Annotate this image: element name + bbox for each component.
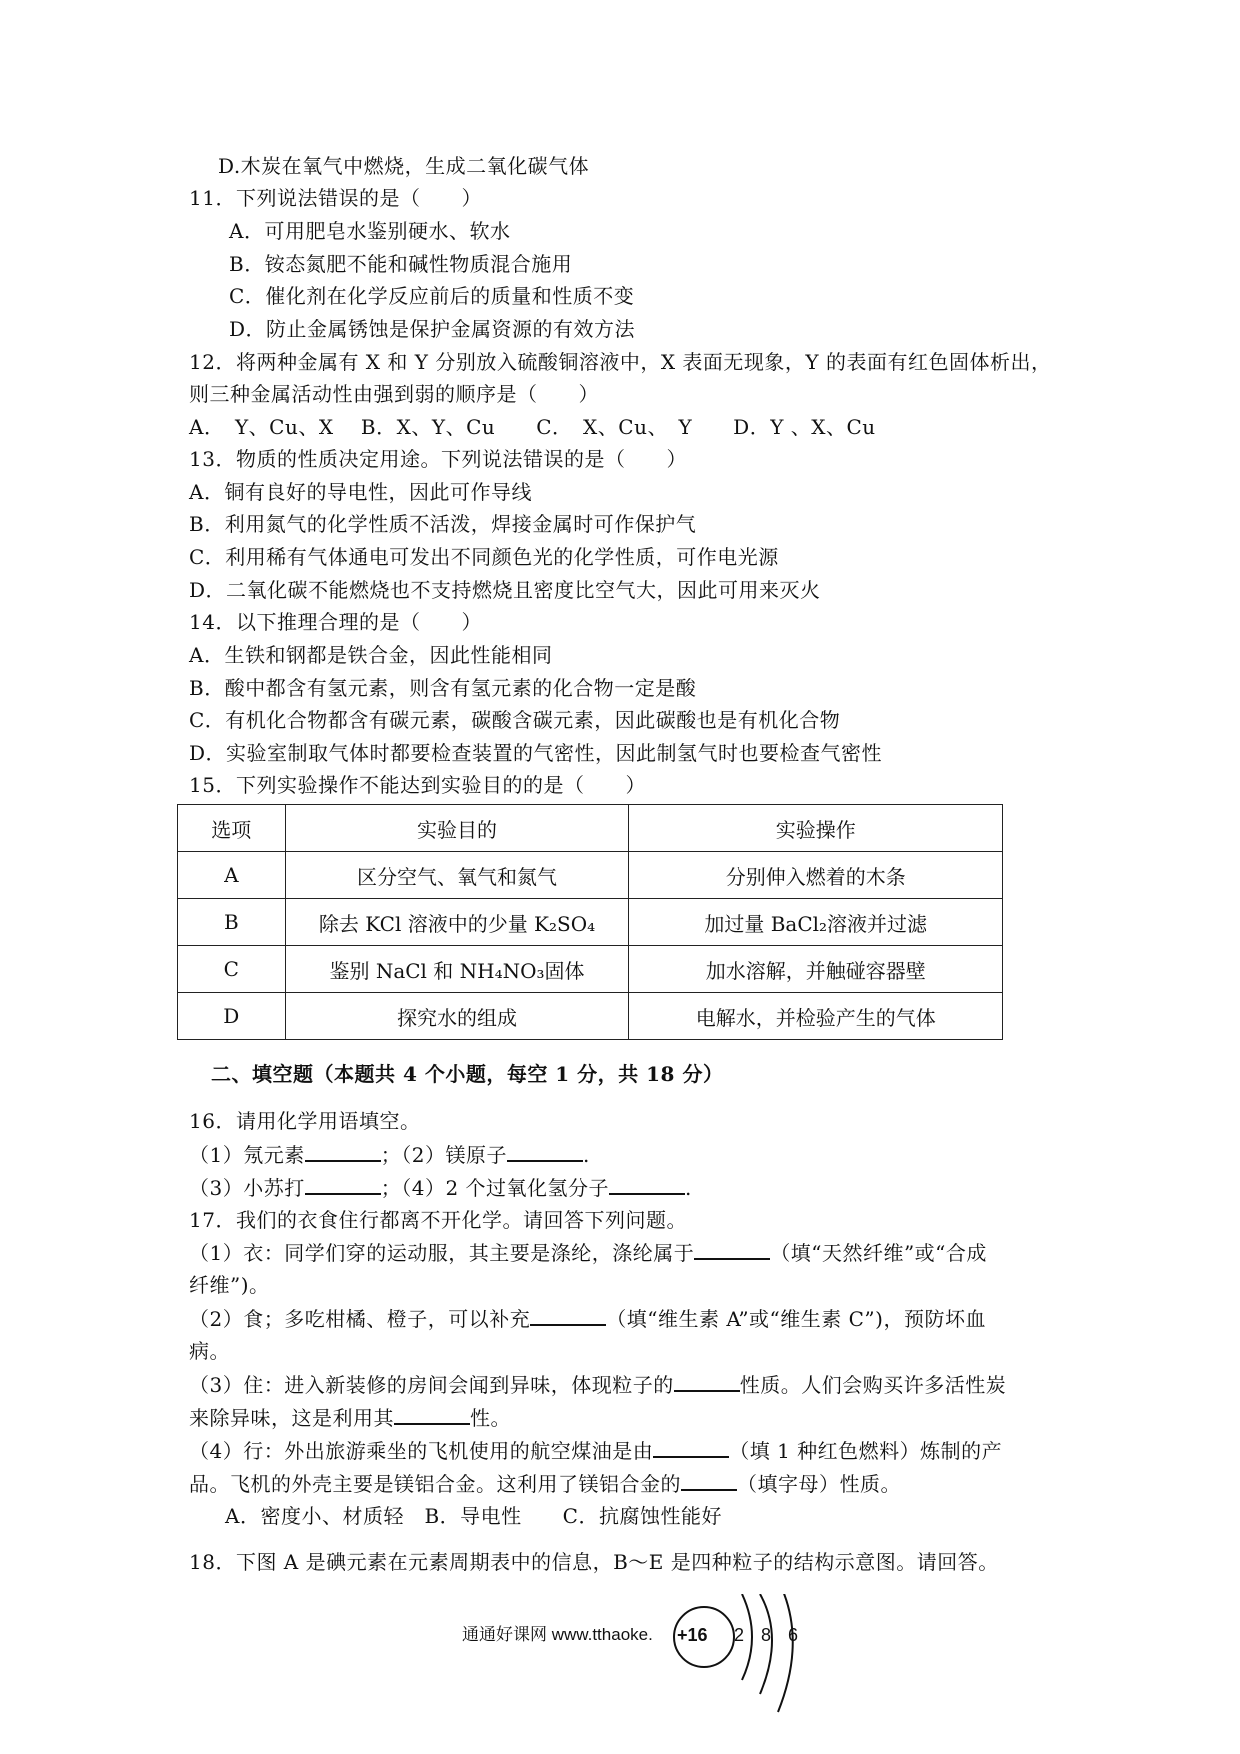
q15-stem: 15．下列实验操作不能达到实验目的的是（ ） <box>189 773 646 797</box>
table-row <box>178 899 1003 946</box>
q17-part4-line1 <box>189 1436 1002 1465</box>
table-cell-purpose: 鉴别 NaCl 和 NH₄NO₃固体 <box>285 946 629 993</box>
q17-part1-line2: 纤维”)。 <box>189 1273 270 1297</box>
q17-part3-text3: 来除异味，这是利用其 <box>189 1406 394 1430</box>
q17-part3-text4: 性。 <box>470 1406 511 1430</box>
table-header-row <box>178 805 1003 852</box>
table-cell-operation: 分别伸入燃着的木条 <box>629 852 1003 899</box>
q16-part4-label: ；（4）2 个过氧化氢分子 <box>380 1176 610 1200</box>
q14-option-d: D．实验室制取气体时都要检查装置的气密性，因此制氢气时也要检查气密性 <box>189 741 883 765</box>
q13-option-b: B．利用氮气的化学性质不活泼，焊接金属时可作保护气 <box>189 512 697 536</box>
table-row <box>178 993 1003 1040</box>
q14-option-c: C．有机化合物都含有碳元素，碳酸含碳元素，因此碳酸也是有机化合物 <box>189 708 841 732</box>
q17-part3-text: （3）住：进入新装修的房间会闻到异味，体现粒子的 <box>189 1373 674 1397</box>
q16-part2-label: ；（2）镁原子 <box>380 1143 507 1167</box>
table-cell-option: C <box>178 946 286 993</box>
answer-blank[interactable] <box>305 1173 381 1195</box>
answer-blank[interactable] <box>681 1469 737 1491</box>
answer-blank[interactable] <box>694 1238 770 1260</box>
q18-stem: 18．下图 A 是碘元素在元素周期表中的信息，B～E 是四种粒子的结构示意图。请回答。 <box>189 1550 999 1574</box>
q16-line2-end: . <box>685 1176 692 1200</box>
q17-part4-hint: （填 1 种红色燃料）炼制的产 <box>729 1439 1003 1463</box>
q17-part3-text2: 性质。人们会购买许多活性炭 <box>739 1373 1007 1397</box>
q17-part1-hint: （填“天然纤维”或“合成 <box>770 1241 987 1265</box>
answer-blank[interactable] <box>530 1304 606 1326</box>
q17-part3-line2 <box>189 1403 511 1432</box>
electron-shell-numbers: 2 8 6 <box>734 1625 805 1645</box>
q13-option-c: C．利用稀有气体通电可发出不同颜色光的化学性质，可作电光源 <box>189 545 779 569</box>
q16-part3-label: （3）小苏打 <box>189 1176 305 1200</box>
q11-option-c: C．催化剂在化学反应前后的质量和性质不变 <box>229 284 635 308</box>
q17-part1-text: （1）衣：同学们穿的运动服，其主要是涤纶，涤纶属于 <box>189 1241 695 1265</box>
section-2-title: 二、填空题（本题共 4 个小题，每空 1 分，共 18 分） <box>211 1062 724 1086</box>
answer-blank[interactable] <box>305 1140 381 1162</box>
atom-structure-diagram <box>672 1594 1240 1754</box>
q11-option-d: D．防止金属锈蚀是保护金属资源的有效方法 <box>229 317 636 341</box>
q11-option-a: A．可用肥皂水鉴别硬水、软水 <box>229 219 511 243</box>
q17-part1-line1 <box>189 1238 987 1267</box>
q16-line1-end: . <box>582 1143 590 1167</box>
q11-stem: 11．下列说法错误的是（ ） <box>189 186 482 210</box>
answer-blank[interactable] <box>394 1403 470 1425</box>
q17-part4-text: （4）行：外出旅游乘坐的飞机使用的航空煤油是由 <box>189 1439 654 1463</box>
table-cell-operation: 加水溶解，并触碰容器壁 <box>629 946 1003 993</box>
table-header-purpose: 实验目的 <box>285 805 629 852</box>
q13-option-a: A．铜有良好的导电性，因此可作导线 <box>189 480 532 504</box>
table-cell-purpose: 区分空气、氧气和氮气 <box>285 852 629 899</box>
q10-option-d: D.木炭在氧气中燃烧，生成二氧化碳气体 <box>218 154 590 178</box>
q13-option-d: D．二氧化碳不能燃烧也不支持燃烧且密度比空气大，因此可用来灭火 <box>189 578 821 602</box>
q17-part2-text: （2）食；多吃柑橘、橙子，可以补充 <box>189 1307 531 1331</box>
q15-table <box>177 804 1003 1040</box>
q16-line2 <box>189 1173 692 1202</box>
q16-stem: 16．请用化学用语填空。 <box>189 1109 421 1133</box>
answer-blank[interactable] <box>653 1436 729 1458</box>
q17-part2-line1 <box>189 1304 986 1333</box>
answer-blank[interactable] <box>507 1140 583 1162</box>
footer-watermark: 通通好课网 www.tthaoke. <box>462 1625 653 1644</box>
table-cell-purpose: 探究水的组成 <box>285 993 629 1040</box>
q11-option-b: B．铵态氮肥不能和碱性物质混合施用 <box>229 252 573 276</box>
q17-part4-line2 <box>189 1469 901 1498</box>
table-cell-operation: 电解水，并检验产生的气体 <box>629 993 1003 1040</box>
nucleus-charge: +16 <box>677 1625 708 1645</box>
q12-options: A． Y、Cu、X B．X、Y、Cu C． X、Cu、 Y D．Y 、X、Cu <box>189 415 876 439</box>
electron-shell-arc <box>777 1594 793 1712</box>
answer-blank[interactable] <box>674 1370 740 1392</box>
table-cell-option: A <box>178 852 286 899</box>
q14-option-a: A．生铁和钢都是铁合金，因此性能相同 <box>189 643 553 667</box>
q17-part4-text3: （填字母）性质。 <box>737 1472 901 1496</box>
answer-blank[interactable] <box>609 1173 685 1195</box>
q17-part2-hint: （填“维生素 A”或“维生素 C”)，预防坏血 <box>606 1307 986 1331</box>
q13-stem: 13．物质的性质决定用途。下列说法错误的是（ ） <box>189 447 687 471</box>
q16-part1-label: （1）氖元素 <box>189 1143 305 1167</box>
table-cell-purpose: 除去 KCl 溶液中的少量 K₂SO₄ <box>285 899 629 946</box>
q17-stem: 17．我们的衣食住行都离不开化学。请回答下列问题。 <box>189 1208 687 1232</box>
q14-stem: 14．以下推理合理的是（ ） <box>189 610 482 634</box>
table-row <box>178 852 1003 899</box>
q17-options: A．密度小、材质轻 B．导电性 C．抗腐蚀性能好 <box>225 1504 722 1528</box>
q16-line1 <box>189 1140 590 1169</box>
table-cell-operation: 加过量 BaCl₂溶液并过滤 <box>629 899 1003 946</box>
q14-option-b: B．酸中都含有氢元素，则含有氢元素的化合物一定是酸 <box>189 676 697 700</box>
table-cell-option: D <box>178 993 286 1040</box>
table-cell-option: B <box>178 899 286 946</box>
table-header-option: 选项 <box>178 805 286 852</box>
q12-stem-line2: 则三种金属活动性由强到弱的顺序是（ ） <box>189 382 599 406</box>
q12-stem-line1: 12．将两种金属有 X 和 Y 分别放入硫酸铜溶液中，X 表面无现象，Y 的表面有红色固体析出， <box>189 350 1052 374</box>
table-header-operation: 实验操作 <box>629 805 1003 852</box>
q17-part3-line1 <box>189 1370 1006 1399</box>
table-row <box>178 946 1003 993</box>
q17-part2-line2: 病。 <box>189 1339 230 1363</box>
q17-part4-text2: 品。飞机的外壳主要是镁铝合金。这利用了镁铝合金的 <box>189 1472 681 1496</box>
